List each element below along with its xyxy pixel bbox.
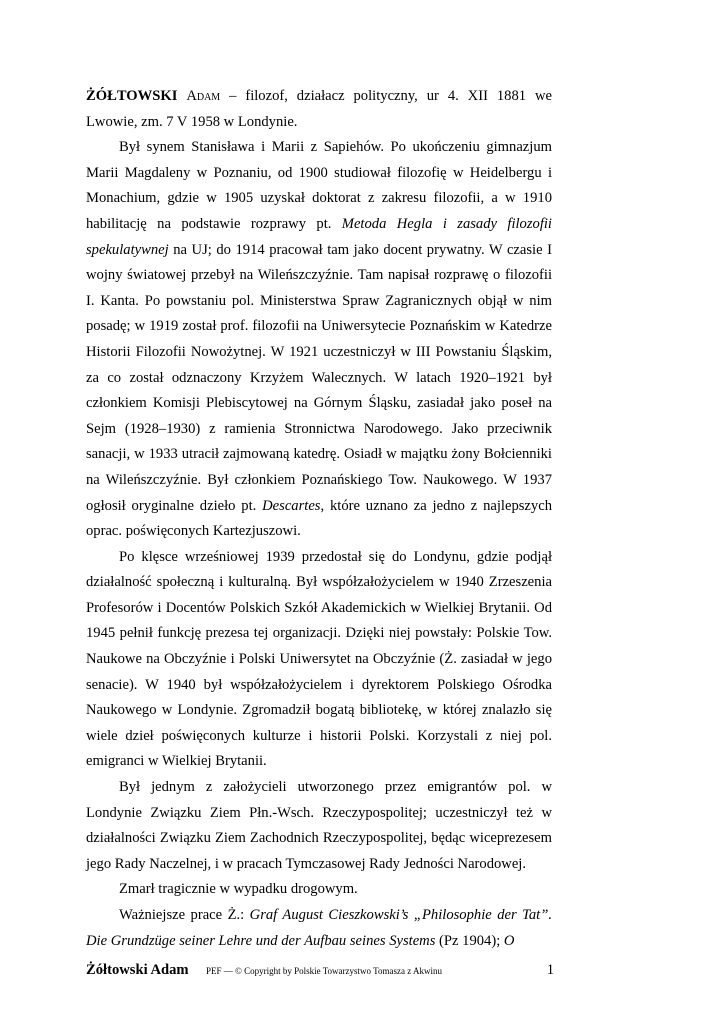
- footer-entry-name: Żółtowski Adam: [86, 962, 189, 978]
- text-run: (Pz 1904);: [435, 932, 504, 949]
- entry-headword: ŻÓŁTOWSKI: [86, 88, 178, 104]
- text-run: Ważniejsze prace Ż.:: [119, 907, 250, 923]
- document-body: [86, 84, 552, 954]
- work-title: Graf August Cieszkowski’s „Philosophie der Tat”. Die Grundzüge seiner Lehre und der Aufbau seines Systems: [86, 907, 552, 949]
- biography-paragraph-2: Po klęsce wrześniowej 1939 przedostał się do Londynu, gdzie podjął działalność społeczną i kulturalną. Był współzałożycielem w 1940 Zrzeszenia Profesorów i Docentów Polskich Szkół Akademickich w Wielkiej Brytanii. Od 1945 pełnił funkcję prezesa tej organizacji. Dzięki niej powstały: Polskie Tow. Naukowe na Obczyźnie i Polski Uniwersytet na Obczyźnie (Ż. zasiadał w jego senacie). W 1940 był współzałożycielem i dyrektorem Polskiego Ośrodka Naukowego w Londynie. Zgromadził bogatą bibliotekę, w której znalazło się wiele dzieł poświęconych kulturze i historii Polski. Korzystali z niej pol. emigranci w Wielkiej Brytanii.: [86, 548, 552, 770]
- works-paragraph: [86, 903, 552, 954]
- entry-intro-paragraph: [86, 84, 552, 135]
- biography-paragraph-1: [86, 135, 552, 545]
- work-title: O: [503, 932, 515, 949]
- footer-copyright: PEF — © Copyright by Polskie Towarzystwo Tomasza z Akwinu: [206, 966, 442, 976]
- text-run: , które uznano za jedno z najlepszych oprac. poświęconych Kartezjuszowi.: [86, 497, 552, 540]
- text-run: Był synem Stanisława i Marii z Sapiehów. Po ukończeniu gimnazjum Marii Magdaleny w Poznaniu, od 1900 studiował filozofię w Heidelbergu i Monachium, gdzie w 1905 uzyskał doktorat z zakresu filozofii, a w 1910 habilitację na podstawie rozprawy pt.: [86, 139, 552, 232]
- biography-paragraph-3: Był jednym z założycieli utworzonego przez emigrantów pol. w Londynie Związku Ziem Płn.-Wsch. Rzeczypospolitej; uczestniczył też w działalności Związku Ziem Zachodnich Rzeczypospolitej, będąc wiceprezesem jego Rady Naczelnej, i w pracach Tymczasowej Rady Jedności Narodowej.: [86, 779, 552, 872]
- work-title: Metoda Hegla i zasady filozofii spekulatywnej: [86, 215, 552, 258]
- work-title: Descartes: [262, 497, 321, 514]
- biography-paragraph-4: Zmarł tragicznie w wypadku drogowym.: [119, 881, 358, 898]
- entry-intro-text: – filozof, działacz polityczny, ur 4. XII 1881 we Lwowie, zm. 7 V 1958 w Londynie.: [86, 88, 552, 130]
- text-run: na UJ; do 1914 pracował tam jako docent prywatny. W czasie I wojny światowej przebył na Wileńszczyźnie. Tam napisał rozprawę o filozofii I. Kanta. Po powstaniu pol. Ministerstwa Spraw Zagranicznych objął w nim posadę; w 1919 został prof. filozofii na Uniwersytecie Poznańskim w Katedrze Historii Filozofii Nowożytnej. W 1921 uczestniczył w III Powstaniu Śląskim, za co został odznaczony Krzyżem Walecznych. W latach 1920–1921 był członkiem Komisji Plebiscytowej na Górnym Śląsku, zasiadał jako poseł na Sejm (1928–1930) z ramienia Stronnictwa Narodowego. Jako przeciwnik sanacji, w 1933 utracił zajmowaną katedrę. Osiadł w majątku żony Bołcienniki na Wileńszczyźnie. Był członkiem Poznańskiego Tow. Naukowego. W 1937 ogłosił oryginalne dzieło pt.: [86, 241, 552, 514]
- entry-firstname: Adam: [186, 88, 221, 104]
- page-number: 1: [546, 962, 554, 978]
- page-footer: [86, 962, 554, 982]
